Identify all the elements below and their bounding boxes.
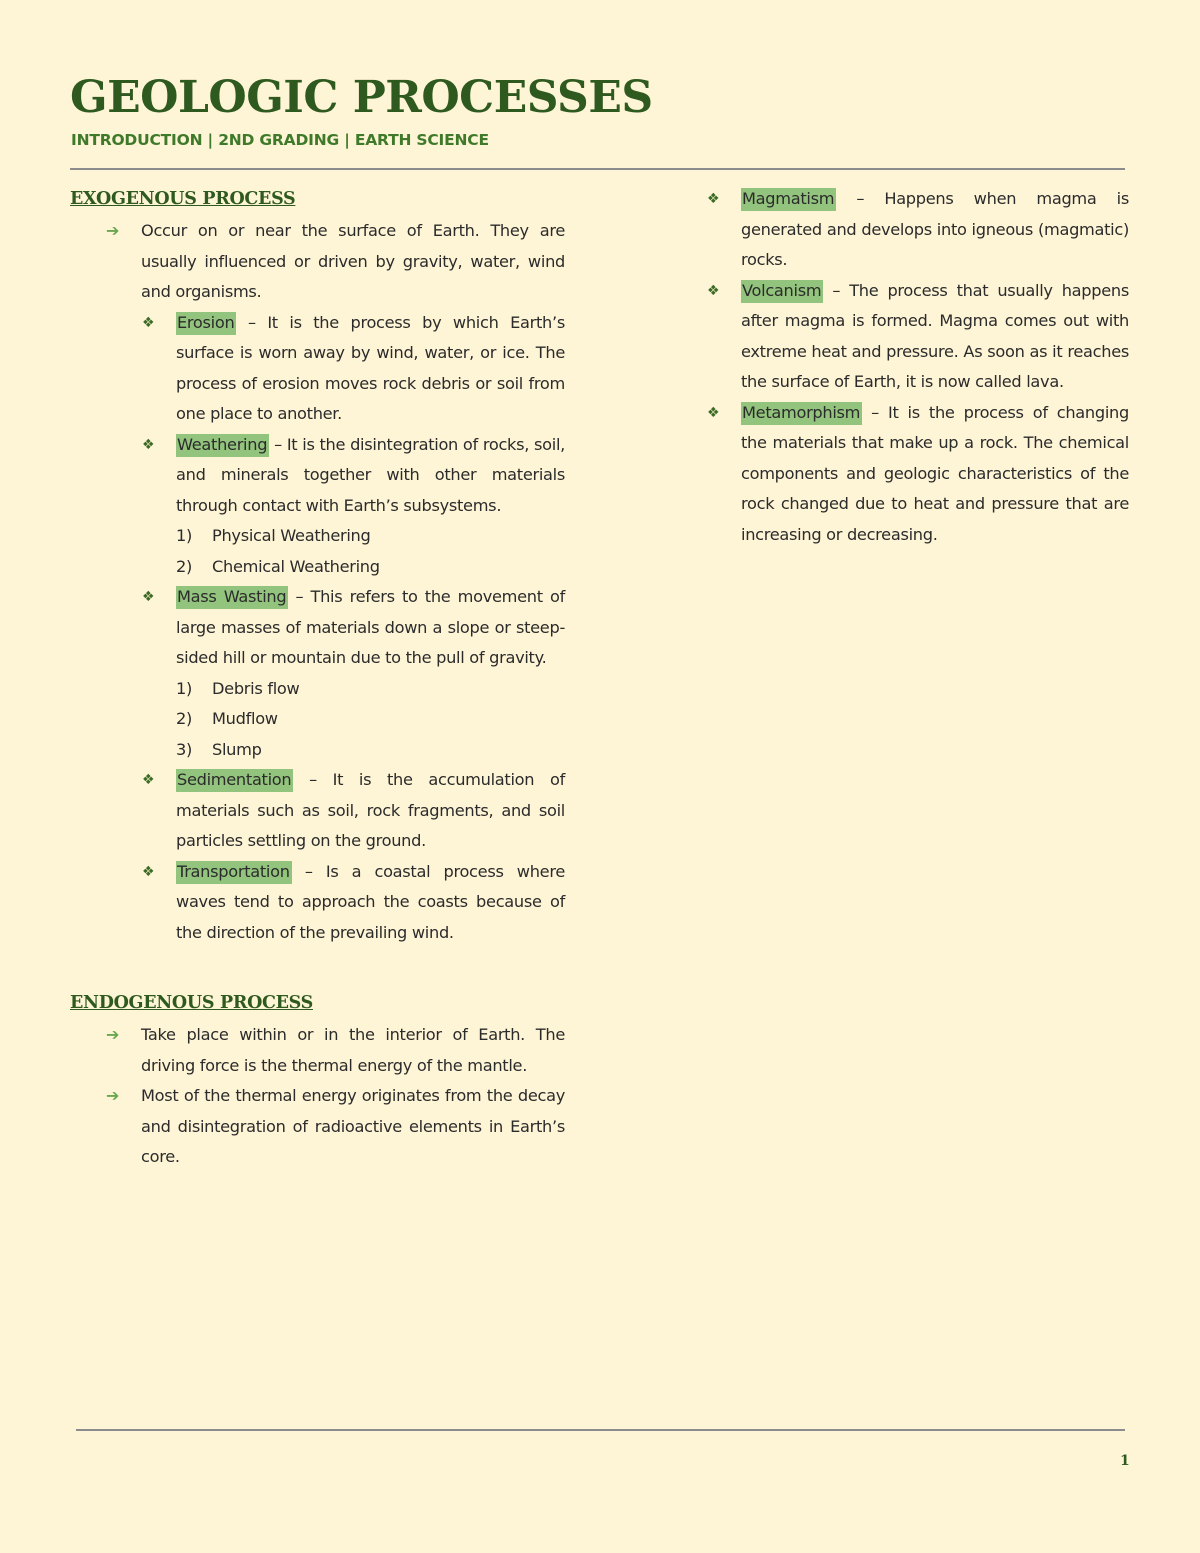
list-item: 3) Slump [176, 739, 262, 759]
diamond-bullet-icon: ❖ [142, 589, 155, 605]
transportation-term: Transportation [176, 861, 292, 884]
list-item: 2) Mudflow [176, 709, 278, 728]
volcanism-term: Volcanism [741, 280, 823, 303]
diamond-bullet-icon: ❖ [707, 404, 720, 421]
document-subtitle: INTRODUCTION | 2ND GRADING | EARTH SCIENCE [71, 131, 489, 149]
transportation-item [70, 857, 565, 949]
left-column [70, 184, 565, 1173]
weathering-term: Weathering [176, 434, 269, 457]
sedimentation-desc: – It is the accumulation of materials such as soil, rock fragments, and soil particles settling on the ground. [176, 770, 565, 850]
arrow-icon: ➔ [106, 1086, 120, 1105]
exogenous-intro-text: Occur on or near the surface of Earth. They are usually influenced or driven by gravity, water, wind and organisms. [141, 221, 565, 301]
diamond-bullet-icon: ❖ [142, 314, 155, 331]
erosion-desc: – It is the process by which Earth’s surface is worn away by wind, water, or ice. The process of erosion moves rock debris or soil from one place to another. [176, 312, 565, 423]
list-item: 1) Physical Weathering [176, 526, 371, 545]
magmatism-item [705, 184, 1129, 276]
mass-wasting-desc: – This refers to the movement of large masses of materials down a slope or steep-sided hill or mountain due to the pull of gravity. [176, 587, 565, 667]
transportation-desc: – Is a coastal process where waves tend to approach the coasts because of the direction of the prevailing wind. [176, 861, 565, 942]
diamond-bullet-icon: ❖ [142, 772, 155, 788]
metamorphism-desc: – It is the process of changing the materials that make up a rock. The chemical components and geologic characteristics of the rock changed due to heat and pressure that are increasing or decreasing. [741, 402, 1129, 544]
bottom-divider [76, 1429, 1125, 1431]
erosion-item [70, 308, 565, 430]
endogenous-heading: ENDOGENOUS PROCESS [70, 993, 313, 1013]
diamond-bullet-icon: ❖ [142, 436, 155, 453]
arrow-icon: ➔ [106, 221, 120, 240]
mass-wasting-term: Mass Wasting [176, 586, 288, 609]
volcanism-item [705, 276, 1129, 398]
metamorphism-item [705, 398, 1129, 551]
magmatism-desc: – Happens when magma is generated and develops into igneous (magmatic) rocks. [741, 189, 1129, 269]
document-title: GEOLOGIC PROCESSES [70, 72, 653, 123]
exogenous-intro [70, 216, 565, 308]
endogenous-point-2: ➔ Most of the thermal energy originates from the decay and disintegration of radioactive elements in Earth’s core. [70, 1081, 565, 1173]
diamond-bullet-icon: ❖ [707, 282, 720, 299]
mass-wasting-item [70, 582, 565, 674]
erosion-term: Erosion [176, 312, 236, 335]
endogenous-point-1: ➔ Take place within or in the interior of Earth. The driving force is the thermal energy of the mantle. [70, 1020, 565, 1081]
arrow-icon: ➔ [106, 1025, 120, 1044]
mass-wasting-types-list [70, 674, 565, 766]
sedimentation-term: Sedimentation [176, 769, 293, 792]
weathering-item [70, 430, 565, 522]
page-number: 1 [1120, 1453, 1130, 1469]
magmatism-term: Magmatism [741, 188, 836, 211]
list-item: 1) Debris flow [176, 678, 300, 698]
weathering-types-list [70, 521, 565, 582]
exogenous-heading: EXOGENOUS PROCESS [70, 189, 296, 209]
list-item: 2) Chemical Weathering [176, 556, 380, 576]
diamond-bullet-icon: ❖ [707, 191, 720, 207]
top-divider [70, 168, 1125, 170]
metamorphism-term: Metamorphism [741, 402, 862, 425]
volcanism-desc: – The process that usually happens after magma is formed. Magma comes out with extreme heat and pressure. As soon as it reaches the surface of Earth, it is now called lava. [741, 280, 1129, 391]
diamond-bullet-icon: ❖ [142, 863, 155, 880]
right-column [705, 184, 1129, 550]
weathering-desc: – It is the disintegration of rocks, soil, and minerals together with other materials through contact with Earth’s subsystems. [176, 434, 565, 515]
section-spacer [70, 948, 565, 988]
sedimentation-item [70, 765, 565, 857]
